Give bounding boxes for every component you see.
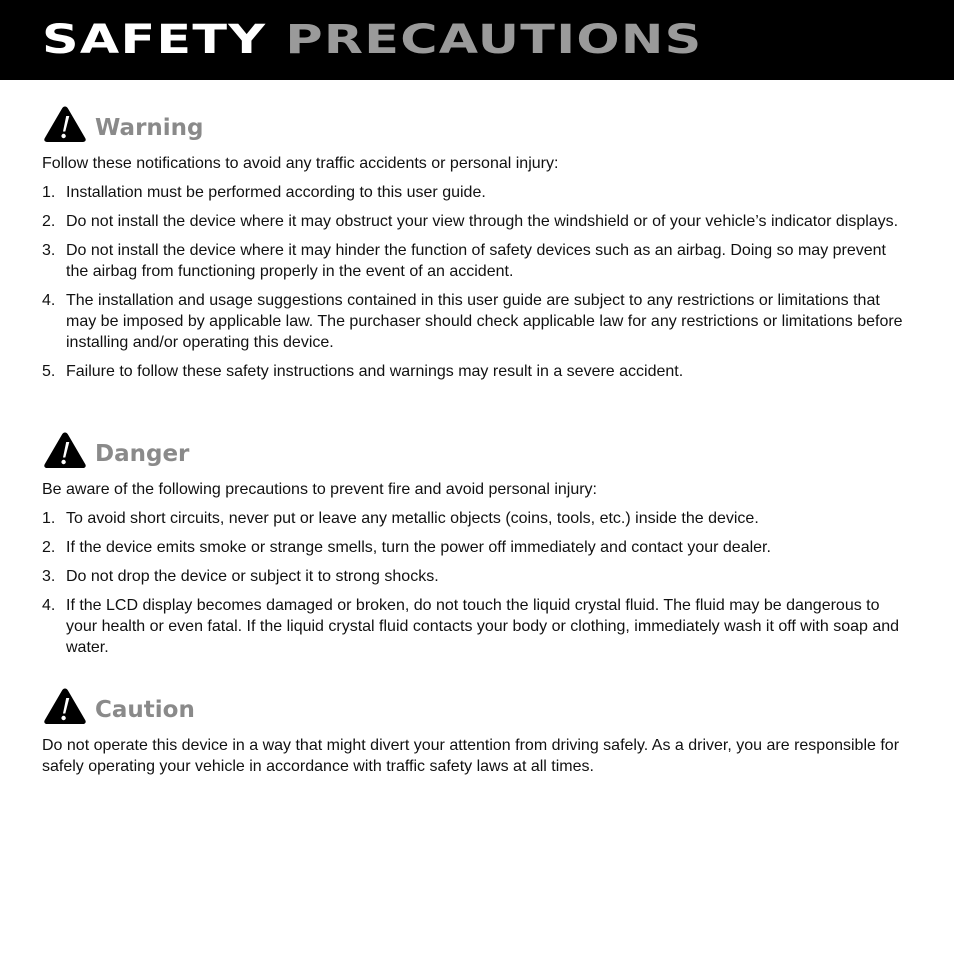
list-item bbox=[42, 211, 912, 232]
list-item-text: The installation and usage suggestions contained in this user guide are subject to any restrictions or limitations that may be imposed by applicable law. The purchaser should check applicable law for any restrictions or limitations before installing and/or operating this device. bbox=[66, 292, 903, 351]
warning-triangle-icon bbox=[43, 687, 87, 725]
list-item-text: If the LCD display becomes damaged or broken, do not touch the liquid crystal fluid. The fluid may be dangerous to your health or even fatal. If the liquid crystal fluid contacts your body or clothing, immediately wash it off with soap and water. bbox=[66, 597, 900, 656]
header-bar bbox=[0, 0, 954, 80]
warning-title: Warning bbox=[95, 115, 204, 141]
warning-heading bbox=[42, 104, 912, 144]
danger-title: Danger bbox=[95, 441, 190, 467]
list-item-number: 4. bbox=[42, 597, 56, 614]
list-item bbox=[42, 508, 912, 529]
caution-title: Caution bbox=[95, 697, 195, 723]
warning-intro: Follow these notifications to avoid any traffic accidents or personal injury: bbox=[42, 155, 559, 172]
list-item-number: 3. bbox=[42, 568, 56, 585]
list-item bbox=[42, 566, 912, 587]
list-item-number: 5. bbox=[42, 363, 56, 380]
list-item-text: Do not install the device where it may obstruct your view through the windshield or of your vehicle’s indicator displays. bbox=[66, 213, 899, 230]
list-item bbox=[42, 595, 912, 658]
list-item bbox=[42, 182, 912, 203]
warning-triangle-icon bbox=[43, 431, 87, 469]
warning-section bbox=[42, 104, 912, 382]
list-item bbox=[42, 240, 912, 282]
list-item-text: Do not drop the device or subject it to strong shocks. bbox=[66, 568, 439, 585]
list-item-text: Do not install the device where it may hinder the function of safety devices such as an airbag. Doing so may prevent the airbag from functioning properly in the event of an accident. bbox=[66, 242, 886, 280]
list-item-number: 2. bbox=[42, 213, 56, 230]
danger-heading bbox=[42, 430, 912, 470]
list-item-text: To avoid short circuits, never put or leave any metallic objects (coins, tools, etc.) inside the device. bbox=[66, 510, 759, 527]
list-item bbox=[42, 537, 912, 558]
list-item-text: Installation must be performed according to this user guide. bbox=[66, 184, 486, 201]
page-title-part1: SAFETY bbox=[42, 17, 267, 63]
caution-text: Do not operate this device in a way that might divert your attention from driving safely. As a driver, you are responsible for safely operating your vehicle in accordance with traffic safety laws at all times. bbox=[42, 737, 900, 775]
page-title bbox=[42, 17, 702, 63]
list-item-text: If the device emits smoke or strange smells, turn the power off immediately and contact your dealer. bbox=[66, 539, 771, 556]
warning-list bbox=[42, 182, 912, 382]
danger-section bbox=[42, 430, 912, 658]
list-item-number: 4. bbox=[42, 292, 56, 309]
list-item-number: 1. bbox=[42, 510, 56, 527]
list-item-text: Failure to follow these safety instructions and warnings may result in a severe accident. bbox=[66, 363, 684, 380]
list-item-number: 3. bbox=[42, 242, 56, 259]
list-item-number: 1. bbox=[42, 184, 56, 201]
list-item bbox=[42, 361, 912, 382]
danger-list bbox=[42, 508, 912, 658]
caution-section bbox=[42, 686, 912, 777]
caution-heading bbox=[42, 686, 912, 726]
list-item-number: 2. bbox=[42, 539, 56, 556]
page-title-part2: PRECAUTIONS bbox=[285, 17, 703, 63]
list-item bbox=[42, 290, 912, 353]
warning-triangle-icon bbox=[43, 105, 87, 143]
danger-intro: Be aware of the following precautions to prevent fire and avoid personal injury: bbox=[42, 481, 597, 498]
